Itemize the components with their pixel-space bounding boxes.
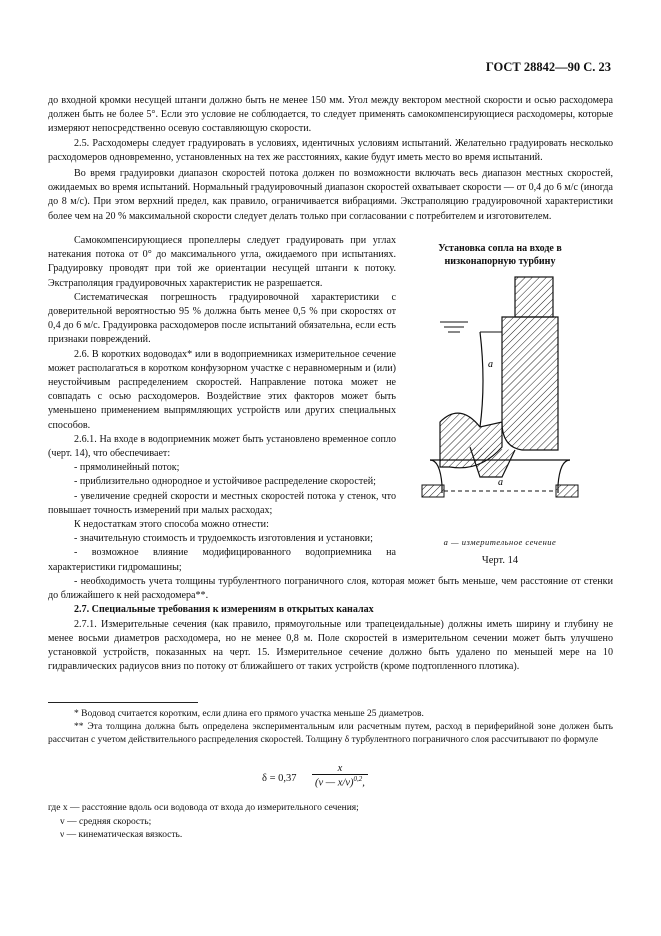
wide-text-block [48,575,613,674]
section-label: a [488,359,493,370]
narrow-text-block [48,234,396,575]
list-item: - значительную стоимость и трудоемкость изготовления и установки; [74,533,373,545]
legend-line: v — средняя скорость; [60,816,152,827]
footnote: * Водовод считается коротким, если длина его прямого участка меньше 25 диаметров. [74,709,424,719]
plan-section-label: a [498,477,503,488]
paragraph: Самокомпенсирующиеся пропеллеры следует градуировать при углах натекания потока от 0° до максимального угла, ожидаемого при испытаниях. Градуировку проводят при той же ориентации несущей штанги к потоку. Экстраполяция градуировочных характеристик не разрешается. [48,235,396,289]
list-item: - необходимость учета толщины турбулентного пограничного слоя, которая может быть меньше, чем расстояние от стенки до ближайшего к ней расходомера**. [48,576,613,602]
legend-line: ν — кинематическая вязкость. [60,830,183,840]
paragraph: 2.6. В коротких водоводах* или в водоприемниках измерительное сечение может располагаться в коротком конфузорном участке с неравномерным и (или) неустойчивым распределением скоростей. Направление потока может не совпадать с осью расходомеров. Воздействие этих факторов может быть уменьшено применением выпрямляющих устройств или других специальных способов. [48,348,396,431]
top-text-block [48,94,613,224]
formula-fraction [312,763,368,789]
footnote: ** Эта толщина должна быть определена экспериментальным или расчетным путем, расход в периферийной зоне должен быть рассчитан с учетом действительного распределения скоростей. Толщину δ турбулентного пограничного слоя рассчитывают по формуле [48,722,613,745]
nozzle-plan-drawing [410,445,590,535]
footnotes [48,708,613,747]
page-header: ГОСТ 28842—90 С. 23 [485,60,611,74]
paragraph: 2.7.1. Измерительные сечения (как правило, прямоугольные или трапецеидальные) должны иметь ширину и глубину не менее восьми диаметров расходомера, но не менее 0,8 м. Поле скоростей в измерительном сечении может быть улучшено установкой устройств, показанных на черт. 15. Измерительное сечение должно быть удалено по меньшей мере на 10 гидравлических радиусов вниз по потоку от ближайшего от таких устройств (кроме подтопленного плотика). [48,618,613,673]
formula-denominator: (v — x/v)$^{0,2}$, [315,775,365,789]
paragraph: Систематическая погрешность градуировочной характеристики с доверительной вероятностью 95 % должна быть менее 0,5 % при скоростях от 0,4 до 6 м/с. Градуировка расходомеров после испытаний обязательна, если есть признаки повреждений. [48,291,396,346]
list-item: - возможное влияние модифицированного водоприемника на характеристики гидромашины; [48,547,396,573]
paragraph: 2.5. Расходомеры следует градуировать в условиях, идентичных условиям испытаний. Желательно градуировать несколько расходомеров одновременно, установленных на тех же расстояниях, какие будут иметь место во время испытаний. [48,137,613,163]
formula-numerator: x [312,763,368,775]
figure-caption: Черт. 14 [481,555,519,566]
list-item: - прямолинейный поток; [74,462,180,474]
footnote-divider [48,702,198,703]
list-item: - приблизительно однородное и устойчивое распределение скоростей; [74,476,376,488]
formula-lhs: δ = 0,37 [262,773,297,784]
paragraph: Во время градуировки диапазон скоростей потока должен по возможности включать весь диапазон местных скоростей, ожидаемых во время испытаний. Нормальный градуировочный диапазон скоростей охватывает скорости — от 0,4 до 6 м/с (иногда до 8 м/с). При этом верхний предел, как правило, ограничивается вибрациями. Экстраполяцию градуировочной характеристики более чем на 20 % максимальной скорости следует делать только при согласовании с потребителем и изготовителем. [48,168,613,222]
figure-title: Установка сопла на входе в низконапорную турбину [438,243,562,267]
formula-legend [48,802,359,843]
figure-legend: а — измерительное сечение [443,537,557,547]
paragraph: 2.6.1. На входе в водоприемник может быть установлено временное сопло (черт. 14), что обеспечивает: [48,433,396,460]
paragraph: К недостаткам этого способа можно отнести: [74,519,269,531]
list-item: - увеличение средней скорости и местных скоростей потока у стенок, что повышает точность измерений при малых расходах; [48,490,396,516]
paragraph: до входной кромки несущей штанги должно быть не менее 150 мм. Угол между вектором местной скорости и осью расходомера должен быть не более 5°. Если это условие не соблюдается, то следует применять самокомпенсирующиеся расходомеры, которые измеряют непосредственно осевую составляющую скорости. [48,95,613,135]
section-title: 2.7. Специальные требования к измерениям в открытых каналах [74,604,374,616]
legend-line: где x — расстояние вдоль оси водовода от входа до измерительного сечения; [48,803,359,813]
